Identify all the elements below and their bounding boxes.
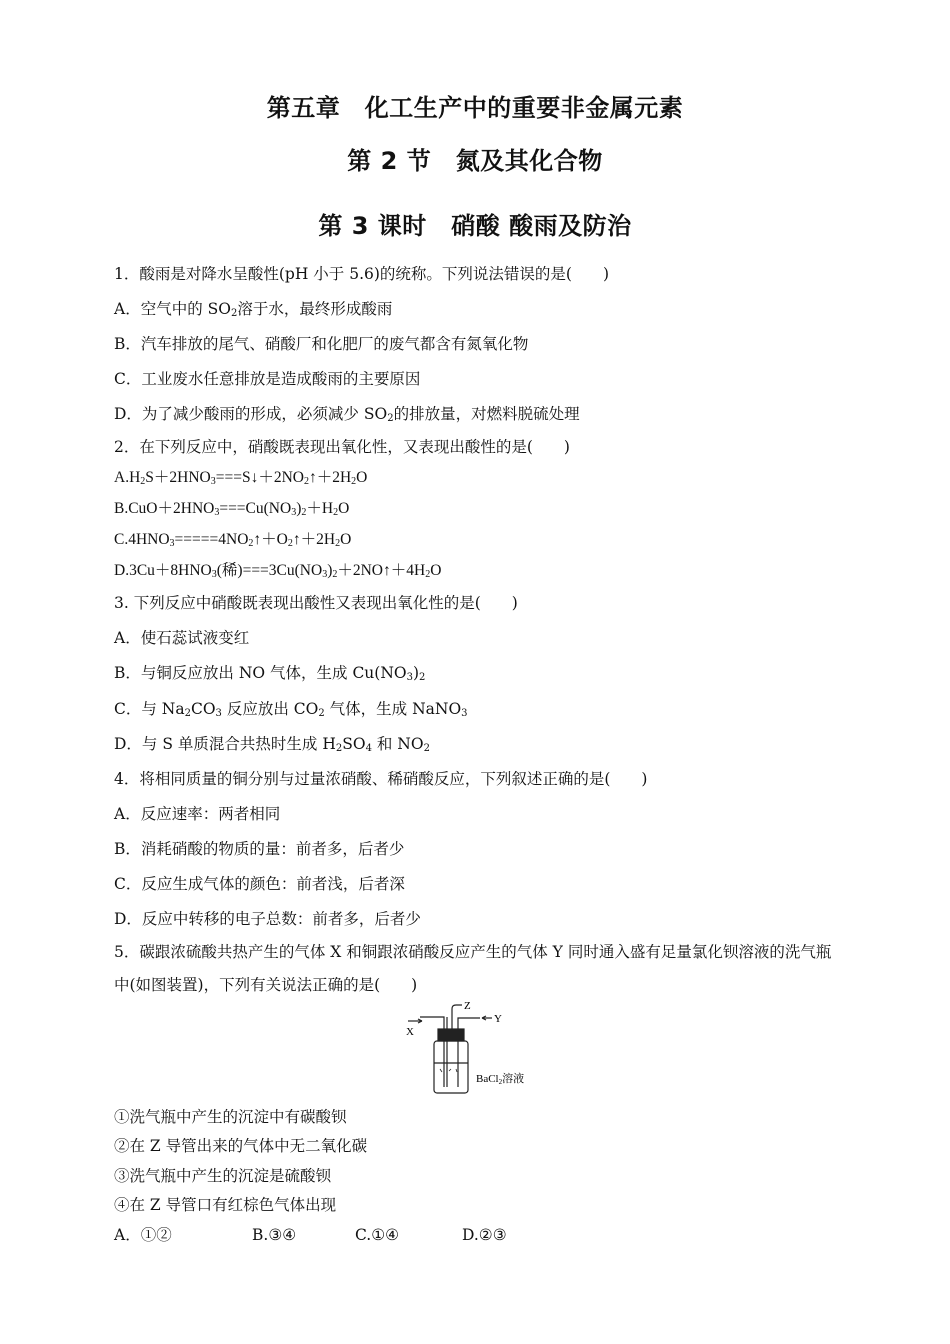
q5-statement-1: ①洗气瓶中产生的沉淀中有碳酸钡 [114,1108,347,1126]
q4-option-b: B．消耗硝酸的物质的量：前者多，后者少 [114,840,405,858]
q2-option-c: $C.4HNO_3=====4NO_2↑+O_2↑+2H_2O$ [114,531,352,549]
q5-statement-3: ③洗气瓶中产生的沉淀是硫酸钡 [114,1167,332,1185]
q5-statement-4: ④在 Z 导管口有红棕色气体出现 [114,1196,337,1214]
q5-options [114,1224,507,1246]
q1-option-d: D．为了减少酸雨的形成，必须减少 $SO_2$的排放量，对燃料脱硫处理 [114,405,580,424]
q5-option-a: A．①② [114,1226,172,1244]
q5-option-b: B.③④ [252,1226,297,1244]
q1-stem: 1．酸雨是对降水呈酸性(pH 小于 5.6)的统称。下列说法错误的是( ) [114,265,609,283]
label-z: Z [464,1001,471,1012]
chapter-title: 第五章 化工生产中的重要非金属元素 [266,94,684,122]
q3-stem: 3. 下列反应中硝酸既表现出酸性又表现出氧化性的是( ) [114,594,518,612]
inlet-tube-x [420,1017,444,1087]
q4-stem: 4．将相同质量的铜分别与过量浓硝酸、稀硝酸反应，下列叙述正确的是( ) [114,770,648,788]
q3-option-d: D．与 S 单质混合共热时生成 $H_2SO_4$ 和 $NO_2$ [114,735,430,754]
section-title: 第 2 节 氮及其化合物 [347,147,603,175]
q3-option-b: B．与铜反应放出 NO 气体，生成 $Cu(NO_3)_2$ [114,664,426,683]
q4-option-d: D．反应中转移的电子总数：前者多，后者少 [114,910,421,928]
q2-option-a: $A.H_2S+2HNO_3===S↓+2NO_2↑+2H_2O$ [114,469,368,487]
lesson-title: 第 3 课时 硝酸 酸雨及防治 [318,212,632,240]
stopper [438,1029,464,1041]
outlet-tube-z [452,1005,462,1029]
q5-stem: 5．碳跟浓硫酸共热产生的气体 X 和铜跟浓硝酸反应产生的气体 Y 同时通入盛有足量氯化钡溶液的洗气瓶中(如图装置)，下列有关说法正确的是( ) [114,943,832,994]
bottle-outline [434,1041,468,1093]
q5-statement-2: ②在 Z 导管出来的气体中无二氧化碳 [114,1137,368,1155]
q3-option-c: C．与 $Na_2CO_3$ 反应放出 $CO_2$ 气体，生成 NaNO$_3$ [114,700,468,719]
gas-washing-bottle-figure [400,1001,550,1096]
q1-option-b: B．汽车排放的尾气、硝酸厂和化肥厂的废气都含有氮氧化物 [114,335,529,353]
q5-option-c: C.①④ [355,1226,400,1244]
q4-option-c: C．反应生成气体的颜色：前者浅，后者深 [114,875,405,893]
q2-stem: 2．在下列反应中，硝酸既表现出氧化性，又表现出酸性的是( ) [114,438,570,456]
q2-option-d: $D.3Cu+8HNO_3$(稀)$===3Cu(NO_3)_2+2NO↑+4H_2O$ [114,562,442,580]
label-y: Y [494,1013,502,1025]
q1-option-c: C．工业废水任意排放是造成酸雨的主要原因 [114,370,421,388]
q3-option-a: A．使石蕊试液变红 [114,629,250,647]
q5-option-d: D.②③ [462,1226,507,1244]
label-solution: BaCl2溶液 [476,1073,525,1086]
q2-option-b: $B.CuO+2HNO_3===Cu(NO_3)_2+H_2O$ [114,500,350,518]
q4-option-a: A．反应速率：两者相同 [114,805,281,823]
label-x: X [406,1026,414,1038]
q1-option-a: A．空气中的 $SO_2$溶于水，最终形成酸雨 [114,300,393,319]
